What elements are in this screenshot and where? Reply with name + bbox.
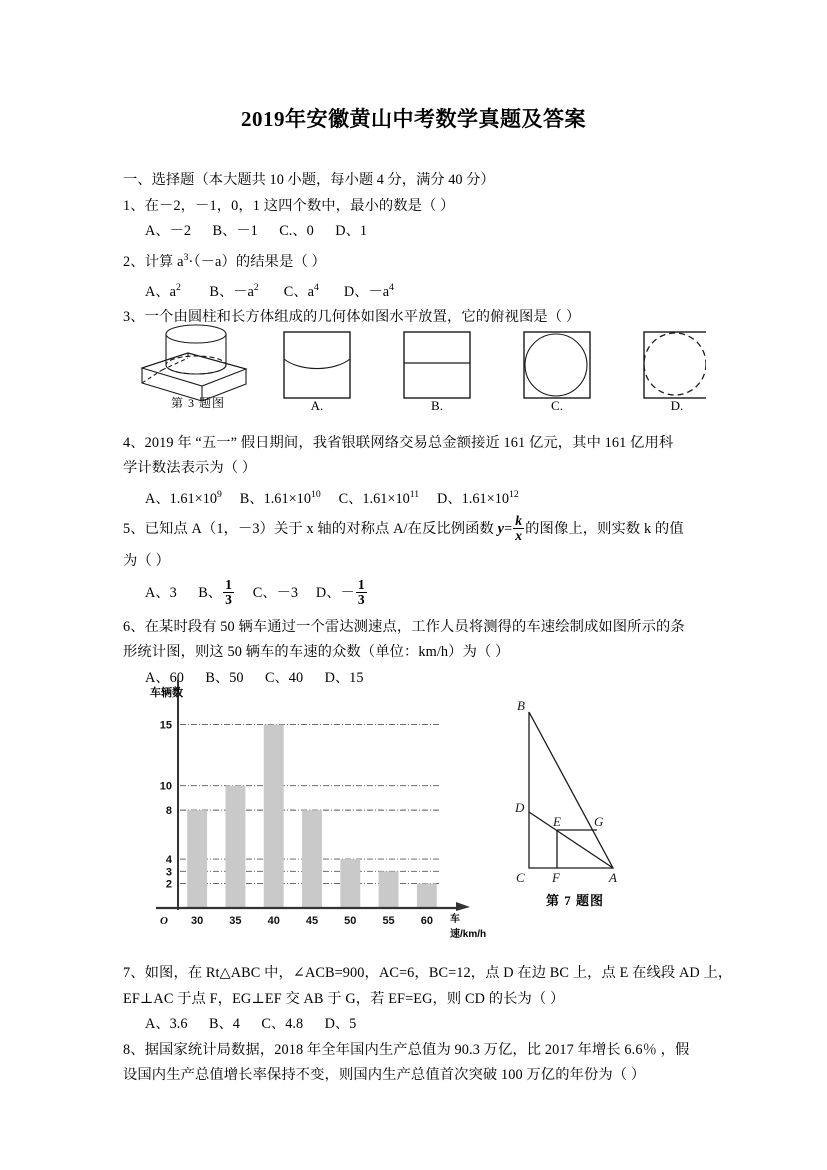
option-d-fraction xyxy=(356,578,367,607)
option-a-exponent: 9 xyxy=(217,488,222,500)
equation-fraction xyxy=(513,514,524,543)
option-b-label: B、1.61×10 xyxy=(239,490,311,507)
label-B: B xyxy=(517,698,525,713)
question-6-stem-line2: 形统计图，则这 50 辆车的车速的众数（单位：km/h）为（ ） xyxy=(123,644,510,661)
question-2-stem-exponent: 3 xyxy=(183,251,189,263)
option-a: A、3 xyxy=(145,584,177,601)
option-b-exponent: 10 xyxy=(310,488,321,500)
option-b: B、50 xyxy=(205,669,244,686)
question-7-options xyxy=(123,1012,708,1038)
option-b-shape xyxy=(404,332,470,398)
option-c-caption: C. xyxy=(551,398,563,413)
option-a-caption: A. xyxy=(310,398,324,413)
question-5-stem-line1 xyxy=(123,512,708,546)
option-a-shape xyxy=(284,332,350,398)
question-6-stem-line1: 6、在某时段有 50 辆车通过一个雷达测速点，工作人员将测得的车速绘制成如图所示的条 xyxy=(123,618,685,635)
question-4-stem-line1: 4、2019 年 “五一” 假日期间，我省银联网络交易总金额接近 161 亿元，其中 161 亿用科 xyxy=(123,434,674,451)
option-c-label: C、1.61×10 xyxy=(338,490,410,507)
chart-origin-label: O xyxy=(160,915,168,927)
chart-x-tick-label: 60 xyxy=(420,915,433,927)
option-b xyxy=(240,482,321,512)
question-2-stem xyxy=(123,245,708,275)
question-4-options xyxy=(123,482,708,512)
label-F: F xyxy=(552,870,560,885)
option-b-label: B、 xyxy=(198,584,223,601)
option-a: A、－2 xyxy=(145,223,192,239)
option-c: C.、0 xyxy=(279,223,314,239)
option-a-exponent: 2 xyxy=(175,281,181,293)
question-2-stem-suffix: ·（－a）的结果是（ ） xyxy=(188,253,326,270)
option-d-label: D、－ xyxy=(315,584,355,601)
option-a: A、3.6 xyxy=(145,1016,188,1033)
option-d-exponent: 4 xyxy=(389,281,394,293)
chart-bar xyxy=(340,859,360,908)
option-b-exponent: 2 xyxy=(253,281,259,293)
option-d: D、5 xyxy=(324,1016,357,1033)
option-b-label: B、－a xyxy=(209,283,254,300)
section-heading: 一、选择题（本大题共 10 小题，每小题 4 分，满分 40 分） xyxy=(123,172,495,188)
option-c: C、－3 xyxy=(252,584,299,601)
question-3-stem: 3、一个由圆柱和长方体组成的几何体如图水平放置，它的俯视图是（ ） xyxy=(123,309,581,326)
option-a-label: A、a xyxy=(145,283,176,300)
chart-bar xyxy=(417,884,437,908)
option-c: C、40 xyxy=(264,669,304,686)
option-a xyxy=(145,275,181,305)
speed-bar-chart xyxy=(150,676,495,938)
option-d xyxy=(437,482,519,512)
chart-x-tick-label: 35 xyxy=(229,915,242,927)
chart-y-tick-label: 3 xyxy=(165,866,172,879)
option-d-label: D、1.61×10 xyxy=(437,490,510,507)
question-5-equation xyxy=(497,513,526,544)
question-2-stem-prefix: 2、计算 a xyxy=(123,253,184,270)
chart-y-tick-label: 10 xyxy=(159,780,172,793)
speed-bar-chart-svg xyxy=(150,676,495,938)
option-c-exponent: 11 xyxy=(409,488,420,500)
question-8-stem-line2: 设国内生产总值增长率保持不变，则国内生产总值首次突破 100 万亿的年份为（ ） xyxy=(123,1067,646,1084)
question-5-stem-text-b: 的图像上，则实数 k 的值 xyxy=(525,520,684,537)
fraction-numerator: 1 xyxy=(225,577,232,593)
option-b: B、4 xyxy=(208,1016,240,1033)
chart-y-tick-label: 8 xyxy=(165,805,172,818)
question-7-figure-svg xyxy=(495,690,710,915)
equation-lhs: y xyxy=(497,520,505,537)
question-3-figure xyxy=(136,320,706,416)
option-d: D、1 xyxy=(335,223,368,239)
question-1-stem: 1、在－2，－1，0，1 这四个数中，最小的数是（ ） xyxy=(123,197,455,214)
option-c-exponent: 4 xyxy=(313,281,319,293)
chart-bar xyxy=(264,724,284,908)
chart-x-tick-label: 50 xyxy=(344,915,357,927)
equation-equals: = xyxy=(504,520,513,537)
question-7-stem-line1: 7、如图，在 Rt△ABC 中，∠ACB=900，AC=6，BC=12，点 D 在边 BC 上，点 E 在线段 AD 上， xyxy=(123,965,733,982)
option-c: C、4.8 xyxy=(261,1016,304,1033)
question-5-stem-text-a: 5、已知点 A（1，－3）关于 x 轴的对称点 A/在反比例函数 xyxy=(123,520,494,537)
question-7-figure xyxy=(495,690,710,938)
chart-x-tick-label: 30 xyxy=(191,915,204,927)
question-7-stem-line2: EF⊥AC 于点 F，EG⊥EF 交 AB 于 G，若 EF=EG，则 CD 的长为（ ） xyxy=(123,990,565,1007)
chart-x-tick-label: 40 xyxy=(267,915,280,927)
label-G: G xyxy=(594,814,604,829)
chart-bar xyxy=(225,786,245,908)
solid-cylinder-on-box xyxy=(142,325,246,401)
chart-y-axis-label: 车辆数 xyxy=(150,687,183,699)
question-7-figure-caption: 第 7 题图 xyxy=(545,893,604,908)
page-title: 2019年安徽黄山中考数学真题及答案 xyxy=(241,107,586,131)
chart-bar xyxy=(379,871,399,908)
option-a: A、60 xyxy=(145,669,184,686)
option-d-shape xyxy=(644,332,706,398)
chart-y-tick-label: 15 xyxy=(159,719,172,732)
option-c xyxy=(284,275,319,305)
option-c-shape xyxy=(524,332,590,398)
chart-y-tick-label: 4 xyxy=(165,854,172,867)
chart-y-tick-label: 2 xyxy=(165,878,172,891)
question-8-stem-line1: 8、据国家统计局数据，2018 年全年国内生产总值为 90.3 万亿，比 2017 年增长 6.6％ ，假 xyxy=(123,1041,690,1058)
chart-bar xyxy=(302,810,322,908)
chart-bar xyxy=(187,810,207,908)
option-d-caption: D. xyxy=(670,398,684,413)
chart-x-axis-label: 车速/km/h xyxy=(450,914,487,940)
option-b xyxy=(209,275,258,305)
option-c-label: C、a xyxy=(283,283,314,300)
option-d: D、15 xyxy=(324,669,364,686)
fraction-denominator: 3 xyxy=(225,592,232,608)
label-A: A xyxy=(609,870,617,885)
option-b xyxy=(198,576,235,610)
question-5-stem-line2: 为（ ） xyxy=(123,552,170,569)
question-3-figure-caption: 第 3 题图 xyxy=(170,396,225,410)
option-b-caption: B. xyxy=(431,398,443,413)
question-5-options xyxy=(123,576,708,610)
option-d-label: D、－a xyxy=(343,283,390,300)
option-c xyxy=(339,482,420,512)
option-b: B、－1 xyxy=(212,223,258,239)
document-body xyxy=(123,168,733,1089)
question-2-options xyxy=(123,275,708,305)
label-E: E xyxy=(553,814,561,829)
right-triangle-abc xyxy=(529,712,613,868)
label-C: C xyxy=(516,870,525,885)
option-d-exponent: 12 xyxy=(509,488,519,500)
option-b-fraction xyxy=(223,578,234,607)
option-d xyxy=(316,576,368,610)
chart-x-tick-label: 55 xyxy=(382,915,395,927)
option-d xyxy=(344,275,394,305)
option-a-label: A、1.61×10 xyxy=(145,490,218,507)
question-4-stem-line2: 学计数法表示为（ ） xyxy=(123,460,257,477)
fraction-numerator: 1 xyxy=(357,577,365,593)
label-D: D xyxy=(515,800,525,815)
fraction-denominator: 3 xyxy=(357,592,365,608)
chart-x-tick-label: 45 xyxy=(305,915,319,927)
question-1-options xyxy=(123,219,708,245)
fraction-denominator: x xyxy=(515,528,523,544)
fraction-numerator: k xyxy=(515,513,523,529)
option-a xyxy=(145,482,222,512)
